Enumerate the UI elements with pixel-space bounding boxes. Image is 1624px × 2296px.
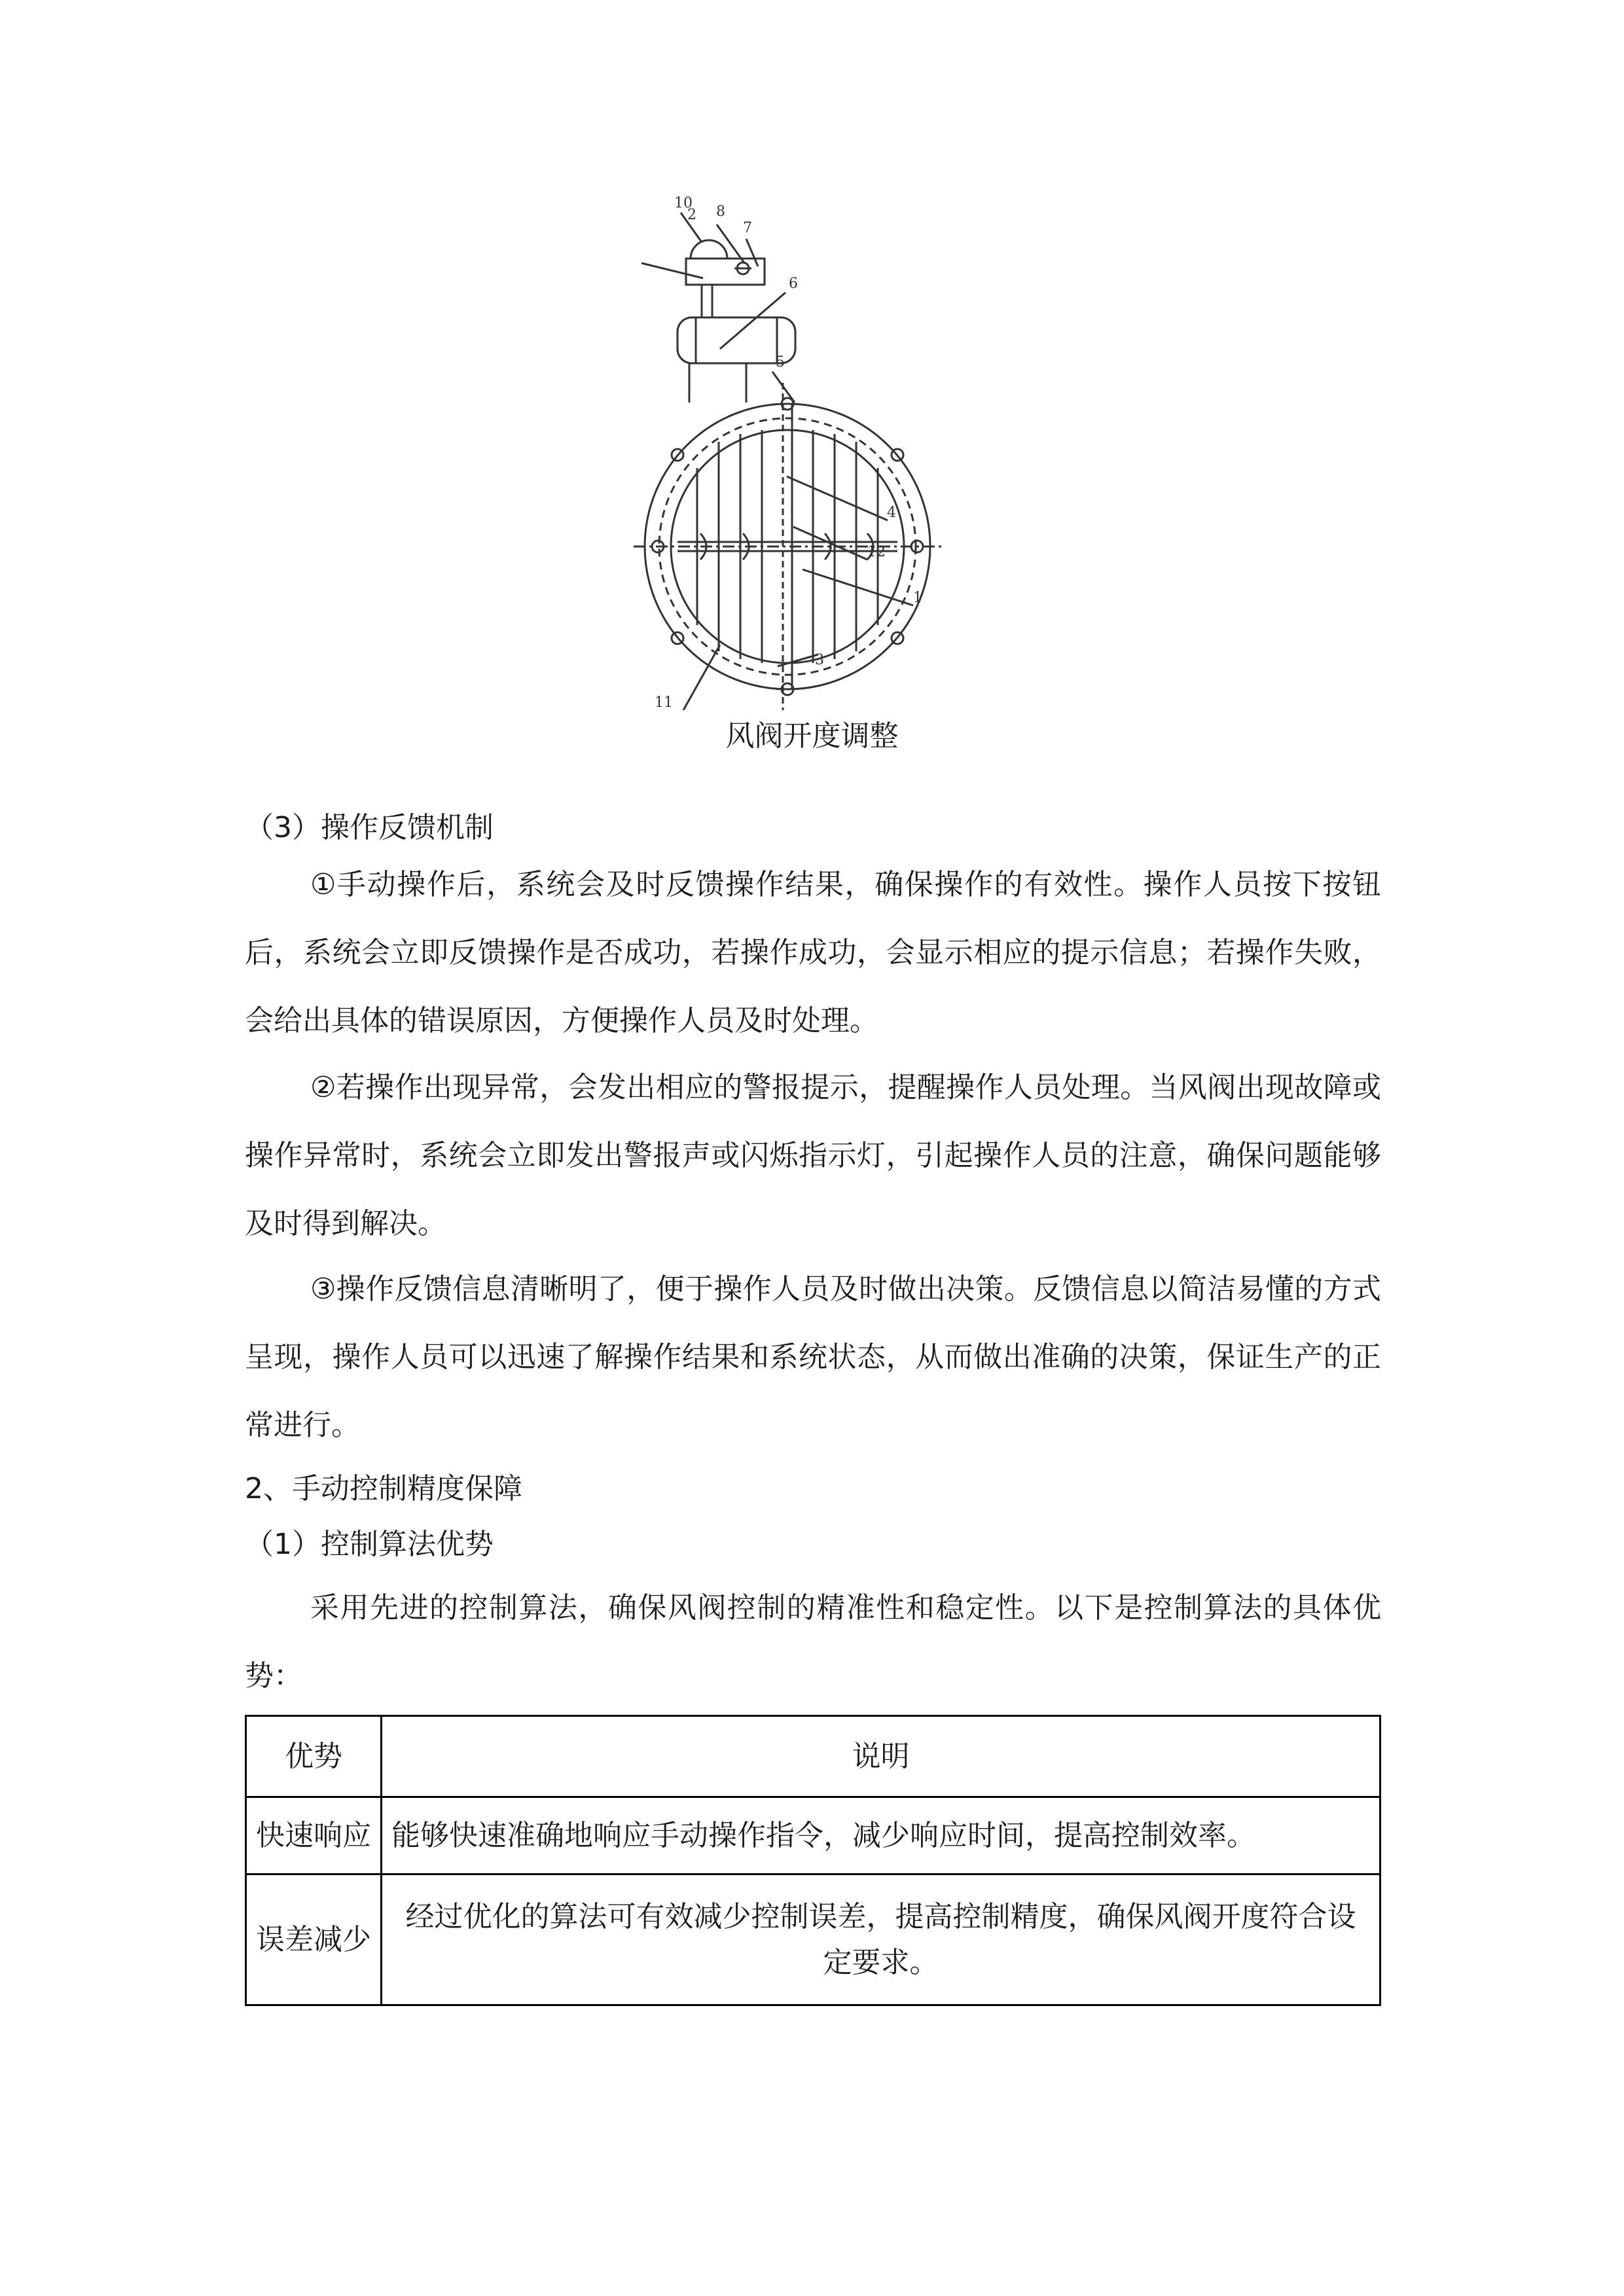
actuator-top — [686, 259, 765, 285]
valve-drawing — [628, 187, 995, 710]
advantages-table — [245, 1715, 1381, 2006]
header-description: 说明 — [382, 1716, 1380, 1797]
section-heading-precision: 2、手动控制精度保障 — [245, 1472, 522, 1505]
valve-diagram — [628, 187, 995, 710]
label-8: 8 — [716, 204, 725, 220]
label-7: 7 — [743, 220, 752, 236]
label-2: 2 — [687, 207, 696, 223]
paragraph-2: ②若操作出现异常，会发出相应的警报提示，提醒操作人员处理。当风阀出现故障或操作异常时，系统会立即发出警报声或闪烁指示灯，引起操作人员的注意，确保问题能够及时得到解决。 — [245, 1071, 1381, 1240]
paragraph-1: ①手动操作后，系统会及时反馈操作结果，确保操作的有效性。操作人员按下按钮后，系统会立即反馈操作是否成功，若操作成功，会显示相应的提示信息；若操作失败，会给出具体的错误原因，方便操作人员及时处理。 — [245, 868, 1381, 1037]
section-heading-feedback: （3）操作反馈机制 — [245, 811, 494, 844]
figure-caption: 风阀开度调整 — [725, 719, 899, 753]
row-description: 经过优化的算法可有效减少控制误差，提高控制精度，确保风阀开度符合设定要求。 — [382, 1874, 1380, 2005]
label-1: 1 — [913, 590, 922, 606]
label-11: 11 — [655, 694, 673, 710]
handle-dome — [691, 240, 727, 259]
row-name: 误差减少 — [246, 1874, 382, 2005]
table-row — [246, 1797, 1380, 1874]
label-4: 4 — [887, 505, 896, 521]
table-row — [246, 1874, 1380, 2005]
row-name: 快速响应 — [246, 1797, 382, 1874]
sub-heading-algorithm: （1）控制算法优势 — [245, 1528, 494, 1561]
row-description: 能够快速准确地响应手动操作指令，减少响应时间，提高控制效率。 — [382, 1797, 1380, 1874]
label-3: 3 — [815, 652, 824, 668]
header-advantage: 优势 — [246, 1716, 382, 1797]
table-header-row — [246, 1716, 1380, 1797]
paragraph-3: ③操作反馈信息清晰明了，便于操作人员及时做出决策。反馈信息以简洁易懂的方式呈现，操作人员可以迅速了解操作结果和系统状态，从而做出准确的决策，保证生产的正常进行。 — [245, 1272, 1381, 1442]
intro-paragraph: 采用先进的控制算法，确保风阀控制的精准性和稳定性。以下是控制算法的具体优势： — [245, 1591, 1381, 1693]
label-10: 10 — [674, 195, 693, 211]
label-6: 6 — [789, 276, 798, 292]
label-12: 12 — [867, 544, 886, 560]
label-5: 5 — [776, 354, 785, 370]
